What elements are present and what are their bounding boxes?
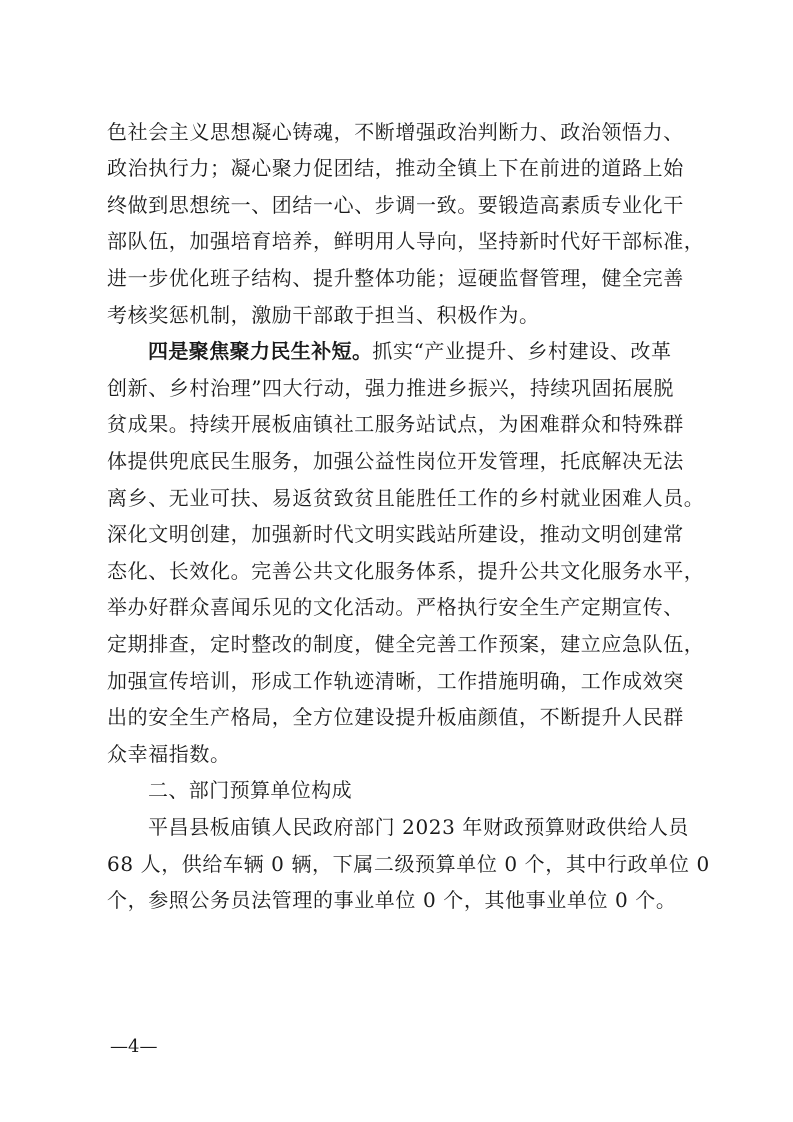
section4-line: 众幸福指数。 bbox=[107, 742, 231, 766]
body-line-1: 色社会主义思想凝心铸魂，不断增强政治判断力、政治领悟力、 bbox=[107, 120, 684, 144]
budget-line-1: 平昌县板庙镇人民政府部门 2023 年财政预算财政供给人员 bbox=[148, 815, 690, 839]
budget-line-3: 个，参照公务员法管理的事业单位 0 个，其他事业单位 0 个。 bbox=[107, 888, 677, 912]
section4-bold-lead: 四是聚焦聚力民生补短。 bbox=[148, 339, 373, 363]
section4-line: 体提供兜底民生服务，加强公益性岗位开发管理，托底解决无法 bbox=[107, 449, 684, 473]
section-heading: 二、部门预算单位构成 bbox=[148, 778, 352, 802]
section4-line: 举办好群众喜闻乐见的文化活动。严格执行安全生产定期宣传、 bbox=[107, 595, 684, 619]
section4-first-line bbox=[148, 339, 672, 363]
body-line-3: 终做到思想统一、团结一心、步调一致。要锻造高素质专业化干 bbox=[107, 193, 684, 217]
section4-line: 定期排查，定时整改的制度，健全完善工作预案，建立应急队伍， bbox=[107, 632, 705, 656]
budget-line-2: 68 人，供给车辆 0 辆，下属二级预算单位 0 个，其中行政单位 0 bbox=[107, 852, 710, 876]
body-line-2: 政治执行力；凝心聚力促团结，推动全镇上下在前进的道路上始 bbox=[107, 156, 684, 180]
section4-line: 出的安全生产格局，全方位建设提升板庙颜值，不断提升人民群 bbox=[107, 705, 684, 729]
section4-first-line-rest: 抓实“产业提升、乡村建设、改革 bbox=[372, 339, 672, 363]
section4-line: 深化文明创建，加强新时代文明实践站所建设，推动文明创建常 bbox=[107, 522, 684, 546]
body-line-4: 部队伍，加强培育培养，鲜明用人导向，坚持新时代好干部标准， bbox=[107, 229, 705, 253]
body-line-5: 进一步优化班子结构、提升整体功能；逗硬监督管理，健全完善 bbox=[107, 266, 684, 290]
section4-line: 创新、乡村治理”四大行动，强力推进乡振兴，持续巩固拓展脱 bbox=[107, 376, 675, 400]
section4-line: 态化、长效化。完善公共文化服务体系，提升公共文化服务水平， bbox=[107, 559, 705, 583]
body-line-6: 考核奖惩机制，激励干部敢于担当、积极作为。 bbox=[107, 303, 540, 327]
section4-line: 加强宣传培训，形成工作轨迹清晰，工作措施明确，工作成效突 bbox=[107, 669, 684, 693]
page-number: —4— bbox=[110, 1036, 158, 1057]
section4-line: 贫成果。持续开展板庙镇社工服务站试点，为困难群众和特殊群 bbox=[107, 412, 684, 436]
section4-line: 离乡、无业可扶、易返贫致贫且能胜任工作的乡村就业困难人员。 bbox=[107, 486, 705, 510]
